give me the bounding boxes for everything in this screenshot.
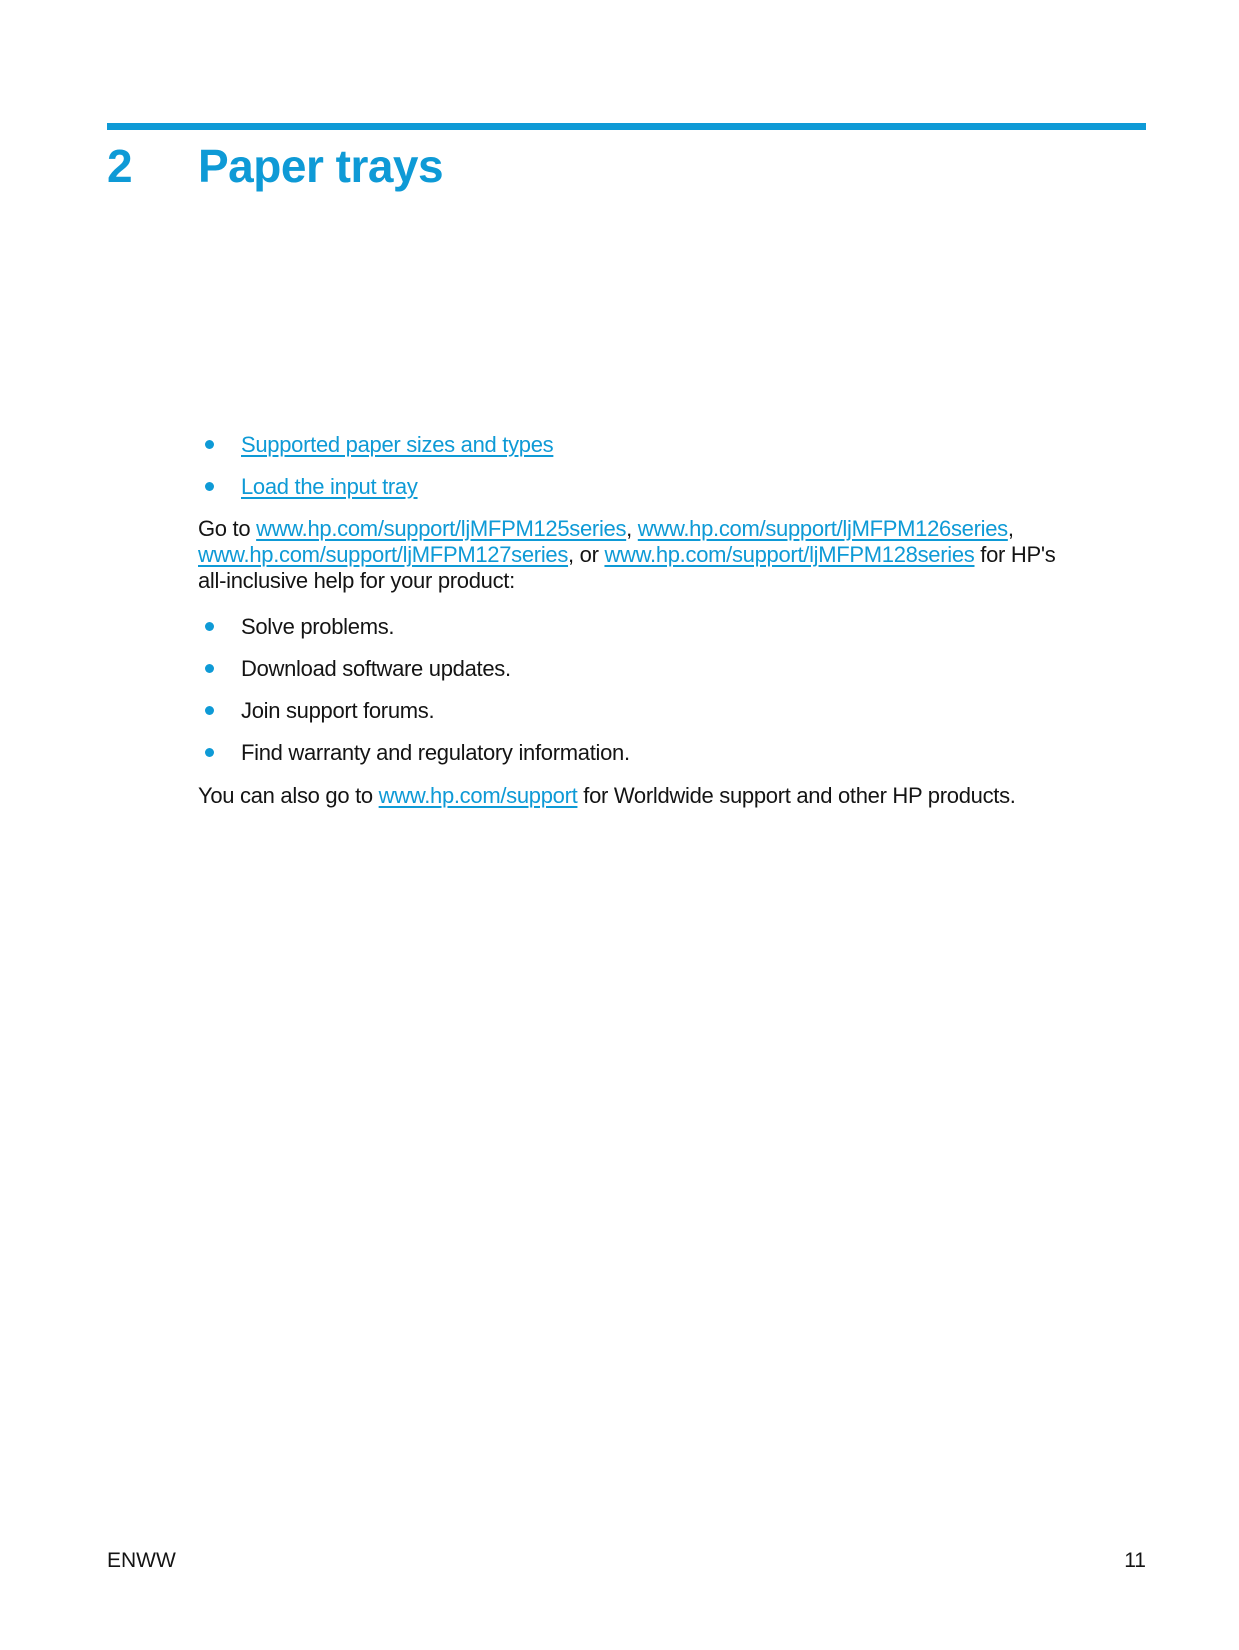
bullet-icon (205, 482, 214, 491)
hyperlink[interactable]: www.hp.com/support/ljMFPM125series (256, 516, 627, 541)
list-item-text: Solve problems. (241, 614, 395, 639)
list-item (107, 698, 1146, 724)
bullet-icon (205, 622, 214, 631)
hyperlink[interactable]: www.hp.com/support/ljMFPM126series (637, 516, 1008, 541)
page-title: Paper trays (198, 140, 444, 192)
list-item-text: Find warranty and regulatory information. (241, 740, 630, 765)
bullet-icon (205, 664, 214, 673)
text-segment: for HP's all-inclusive help for your product: (198, 542, 1056, 593)
list-item (107, 474, 1146, 500)
toc-list (107, 432, 1146, 500)
list-item-text: Join support forums. (241, 698, 435, 723)
text-segment: , (1007, 516, 1014, 541)
bullet-icon (205, 748, 214, 757)
chapter-divider-rule (107, 123, 1146, 130)
list-item (107, 656, 1146, 682)
list-item (107, 614, 1146, 640)
chapter-heading (107, 140, 1146, 192)
toc-link[interactable]: Supported paper sizes and types (241, 432, 554, 457)
hyperlink[interactable]: www.hp.com/support/ljMFPM127series (198, 542, 569, 567)
chapter-number: 2 (107, 140, 133, 192)
text-segment: for Worldwide support and other HP products. (577, 783, 1016, 808)
bullet-icon (205, 706, 214, 715)
bullet-icon (205, 440, 214, 449)
list-item-text: Download software updates. (241, 656, 511, 681)
text-segment: , (626, 516, 638, 541)
support-list (107, 614, 1146, 766)
page-footer (107, 1549, 1146, 1573)
page-number: 11 (1124, 1549, 1146, 1572)
list-item (107, 432, 1146, 458)
worldwide-paragraph (107, 783, 1063, 809)
footer-locale-label: ENWW (107, 1549, 176, 1572)
hyperlink[interactable]: www.hp.com/support/ljMFPM128series (604, 542, 975, 567)
text-segment: , or (568, 542, 605, 567)
text-segment: Go to (198, 516, 257, 541)
list-item (107, 740, 1146, 766)
toc-link[interactable]: Load the input tray (241, 474, 418, 499)
text-segment: You can also go to (198, 783, 379, 808)
support-paragraph (107, 516, 1063, 594)
hyperlink[interactable]: www.hp.com/support (378, 783, 578, 808)
